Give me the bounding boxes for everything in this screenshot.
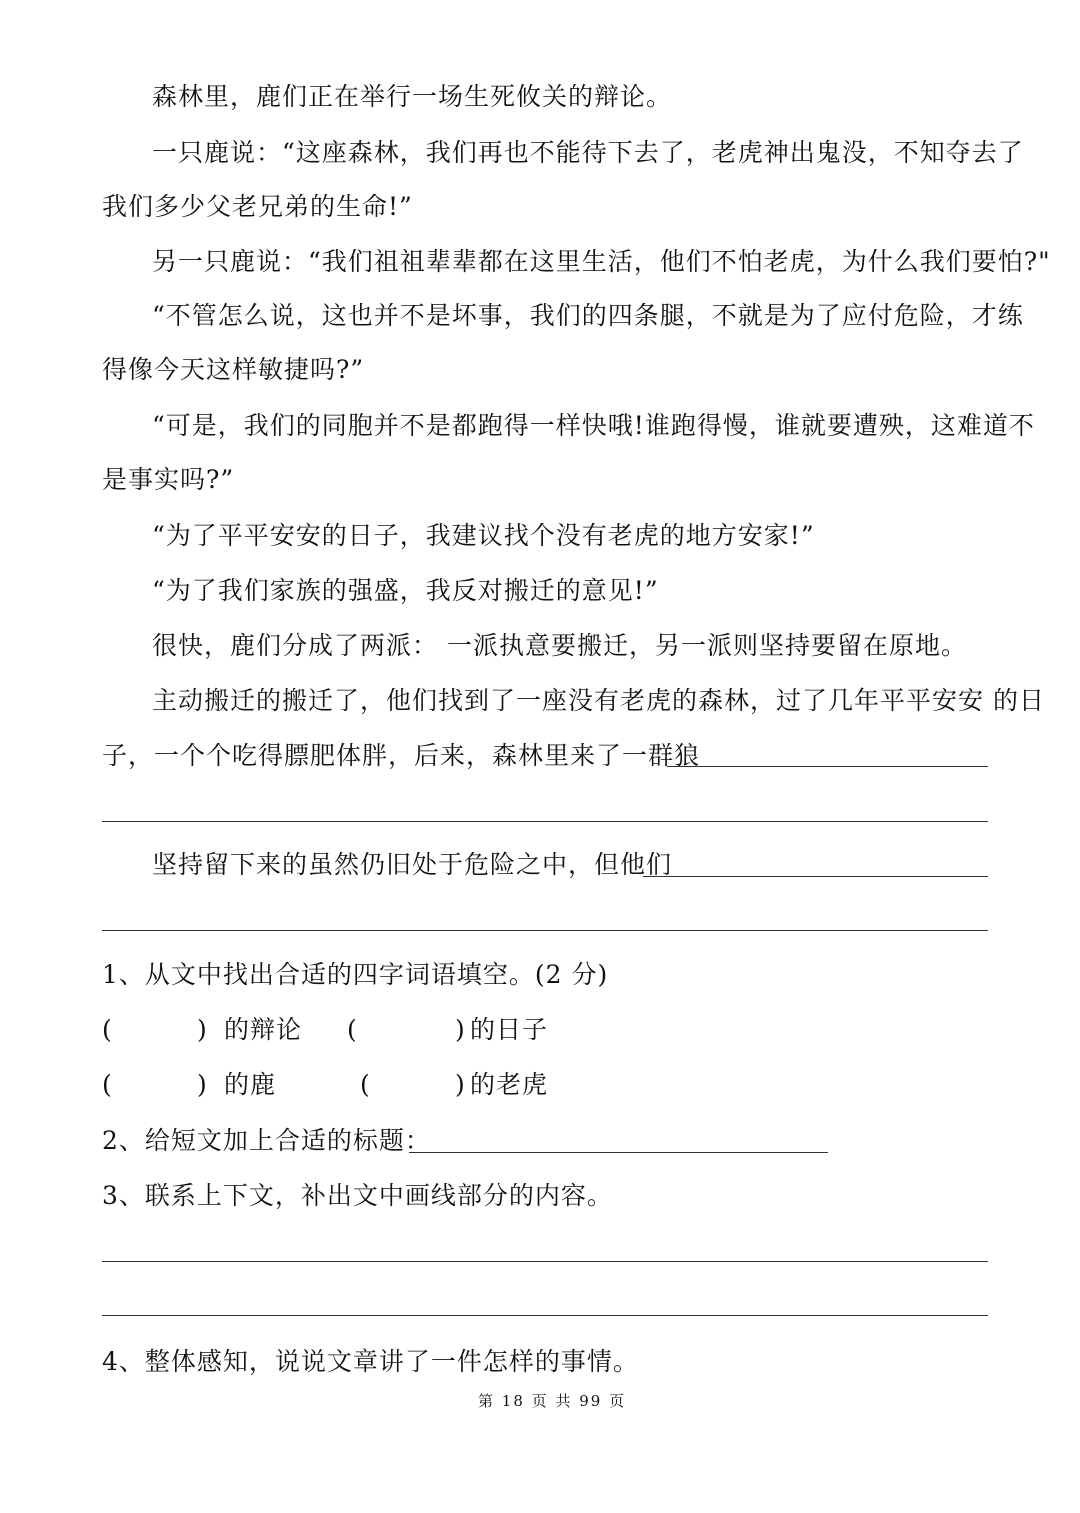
answer-line-wolves[interactable] [102, 821, 988, 822]
q1-open-paren-1: ( [102, 1015, 113, 1044]
footer-suffix: 页 [609, 1392, 627, 1410]
question-3: 3、联系上下文，补出文中画线部分的内容。 [102, 1181, 613, 1210]
q1-open-paren-4: ( [360, 1070, 371, 1099]
passage-paragraph-8: 很快，鹿们分成了两派： 一派执意要搬迁，另一派则坚持要留在原地。 [152, 631, 967, 660]
page-number-footer [478, 1391, 626, 1411]
title-answer-line[interactable] [409, 1152, 828, 1153]
q3-answer-line-2[interactable] [102, 1315, 988, 1316]
passage-paragraph-1: 森林里，鹿们正在举行一场生死攸关的辩论。 [152, 82, 673, 111]
question-4: 4、整体感知，说说文章讲了一件怎样的事情。 [102, 1347, 639, 1376]
question-2: 2、给短文加上合适的标题： [102, 1126, 431, 1155]
passage-paragraph-4-line-1: “不管怎么说，这也并不是坏事，我们的四条腿，不就是为了应付危险，才练 [152, 301, 1024, 330]
passage-paragraph-2-line-1: 一只鹿说：“这座森林，我们再也不能待下去了，老虎神出鬼没，不知夺去了 [152, 138, 1024, 167]
passage-paragraph-7: “为了我们家族的强盛，我反对搬迁的意见!” [152, 576, 659, 605]
footer-mid: 页 共 [531, 1392, 573, 1410]
passage-paragraph-5-line-1: “可是，我们的同胞并不是都跑得一样快哦!谁跑得慢，谁就要遭殃，这难道不 [152, 411, 1035, 440]
passage-paragraph-9-line-1: 主动搬迁的搬迁了，他们找到了一座没有老虎的森林，过了几年平平安安 的日 [152, 686, 1045, 715]
q1-close-paren-2: ) [455, 1015, 466, 1044]
q3-answer-line-1[interactable] [102, 1261, 988, 1262]
q1-answer-label-3: 的鹿 [224, 1070, 277, 1099]
passage-paragraph-3: 另一只鹿说：“我们祖祖辈辈都在这里生活，他们不怕老虎，为什么我们要怕?" [152, 247, 1051, 276]
q1-close-paren-1: ) [197, 1015, 208, 1044]
passage-paragraph-5-line-2: 是事实吗?” [102, 465, 235, 494]
footer-prefix: 第 [478, 1392, 496, 1410]
q1-open-paren-2: ( [347, 1015, 358, 1044]
passage-paragraph-2-line-2: 我们多少父老兄弟的生命!” [102, 192, 413, 221]
passage-paragraph-6: “为了平平安安的日子，我建议找个没有老虎的地方安家!” [152, 521, 815, 550]
footer-total-pages: 99 [579, 1392, 603, 1410]
q1-close-paren-4: ) [455, 1070, 466, 1099]
q1-answer-label-4: 的老虎 [470, 1070, 549, 1099]
answer-line-stayers[interactable] [102, 930, 988, 931]
footer-current-page: 18 [501, 1392, 525, 1410]
q1-close-paren-3: ) [197, 1070, 208, 1099]
q1-answer-label-1: 的辩论 [224, 1015, 303, 1044]
passage-paragraph-4-line-2: 得像今天这样敏捷吗?” [102, 355, 365, 384]
q1-answer-label-2: 的日子 [470, 1015, 549, 1044]
passage-paragraph-10: 坚持留下来的虽然仍旧处于危险之中，但他们 [152, 850, 673, 879]
fill-blank-stayers[interactable] [643, 876, 988, 877]
q1-open-paren-3: ( [102, 1070, 113, 1099]
fill-blank-wolves[interactable] [667, 766, 988, 767]
question-1: 1、从文中找出合适的四字词语填空。(2 分) [102, 960, 609, 989]
passage-paragraph-9-line-2: 子，一个个吃得膘肥体胖，后来，森林里来了一群狼 [102, 741, 701, 770]
